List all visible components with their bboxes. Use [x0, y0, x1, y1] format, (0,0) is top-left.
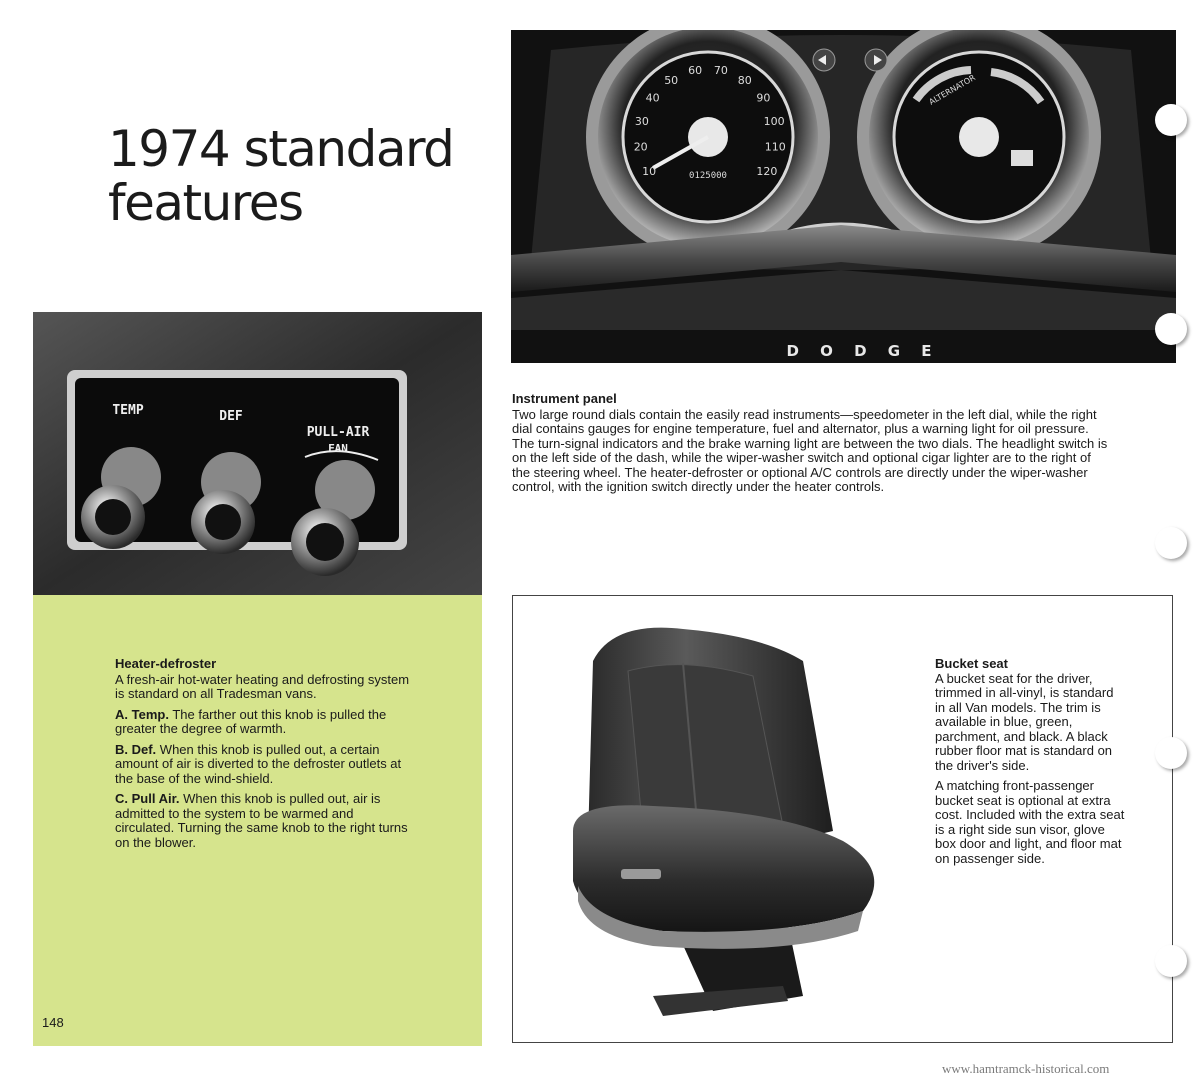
seat-adjust-lever — [621, 869, 661, 879]
heater-controls-photo — [33, 312, 482, 595]
speedometer-number: 10 — [642, 165, 657, 178]
bucket-seat-text — [935, 657, 1125, 872]
page-title-line2: features — [108, 174, 303, 232]
page-title-line1: 1974 standard — [108, 120, 454, 178]
heater-controls-illustration — [33, 312, 482, 595]
speedometer-number: 100 — [763, 115, 785, 128]
punch-hole — [1155, 104, 1187, 136]
instrument-panel-body: Two large round dials contain the easily read instruments—speedometer in the left dial, while the right dial contains gauges for engine temperature, fuel and alternator, plus a warning light for oil pressure. The turn-signal indicators and the brake warning light are between the two dials. The headlight switch is on the left side of the dash, while the wiper-washer switch and optional cigar lighter are to the right of the steering wheel. The heater-defroster or optional A/C controls are directly under the wiper-washer control, with the ignition switch directly under the heater controls. — [512, 406, 1108, 494]
pull-air-label: PULL-AIR — [306, 425, 370, 440]
dodge-logo-text: D O D G E — [786, 342, 940, 360]
bucket-seat-illustration — [533, 601, 913, 1041]
instrument-panel-text — [512, 392, 1112, 495]
speedometer-number: 40 — [645, 91, 660, 105]
heater-item-pull-air-text: When this knob is pulled out, air is admitted to the system to be warmed and circulated. Turning the same knob to the right turns on the blower. — [115, 791, 408, 850]
speedometer-number: 110 — [764, 140, 786, 154]
temp-label: TEMP — [112, 403, 144, 418]
heater-item-pull-air — [115, 792, 415, 850]
heater-item-temp-text: The farther out this knob is pulled the greater the degree of warmth. — [115, 706, 387, 736]
heater-defroster-heading: Heater-defroster — [115, 656, 217, 671]
heater-item-pull-air-label: C. Pull Air. — [115, 791, 180, 806]
instrument-panel-photo — [511, 30, 1176, 363]
punch-hole — [1155, 313, 1187, 345]
bucket-seat-para1: A bucket seat for the driver, trimmed in all-vinyl, is standard in all Van models. The trim is available in blue, green, parchment, and black. A black rubber floor mat is standard on the driver's side. — [935, 670, 1114, 773]
heater-item-temp — [115, 708, 415, 737]
speedometer-number: 60 — [688, 64, 703, 78]
instrument-panel-heading: Instrument panel — [512, 391, 617, 406]
heater-item-def-label: B. Def. — [115, 741, 157, 757]
page-number: 148 — [42, 1015, 64, 1030]
fan-label: FAN — [328, 442, 348, 455]
bucket-seat-heading: Bucket seat — [935, 656, 1008, 671]
odometer: 0125000 — [689, 171, 727, 181]
heater-defroster-text — [115, 657, 415, 856]
heater-item-def — [115, 743, 415, 787]
alternator-label: ALTERNATOR — [927, 72, 977, 107]
speedometer-number: 50 — [664, 73, 679, 87]
speedometer-number: 120 — [756, 165, 778, 178]
punch-hole — [1155, 737, 1187, 769]
bucket-seat-para2: A matching front-passenger bucket seat is optional at extra cost. Included with the extra seat is a right side sun visor, glove box door and light, and floor mat on passenger side. — [935, 778, 1125, 866]
speedometer-number: 70 — [713, 64, 728, 78]
punch-hole — [1155, 945, 1187, 977]
watermark: www.hamtramck-historical.com — [942, 1061, 1110, 1076]
page-title — [108, 122, 488, 230]
speedometer-number: 30 — [634, 115, 649, 128]
speedometer-number: 20 — [633, 140, 648, 154]
instrument-panel-illustration — [511, 30, 1176, 363]
heater-item-def-text: When this knob is pulled out, a certain amount of air is diverted to the defroster outlets at the base of the wind-shield. — [115, 741, 402, 786]
heater-defroster-intro: A fresh-air hot-water heating and defrosting system is standard on all Tradesman vans. — [115, 671, 410, 701]
speedometer-number: 80 — [737, 73, 752, 87]
punch-hole — [1155, 527, 1187, 559]
def-label: DEF — [219, 409, 243, 424]
speedometer-number: 90 — [756, 91, 771, 105]
heater-item-temp-label: A. Temp. — [115, 706, 169, 722]
